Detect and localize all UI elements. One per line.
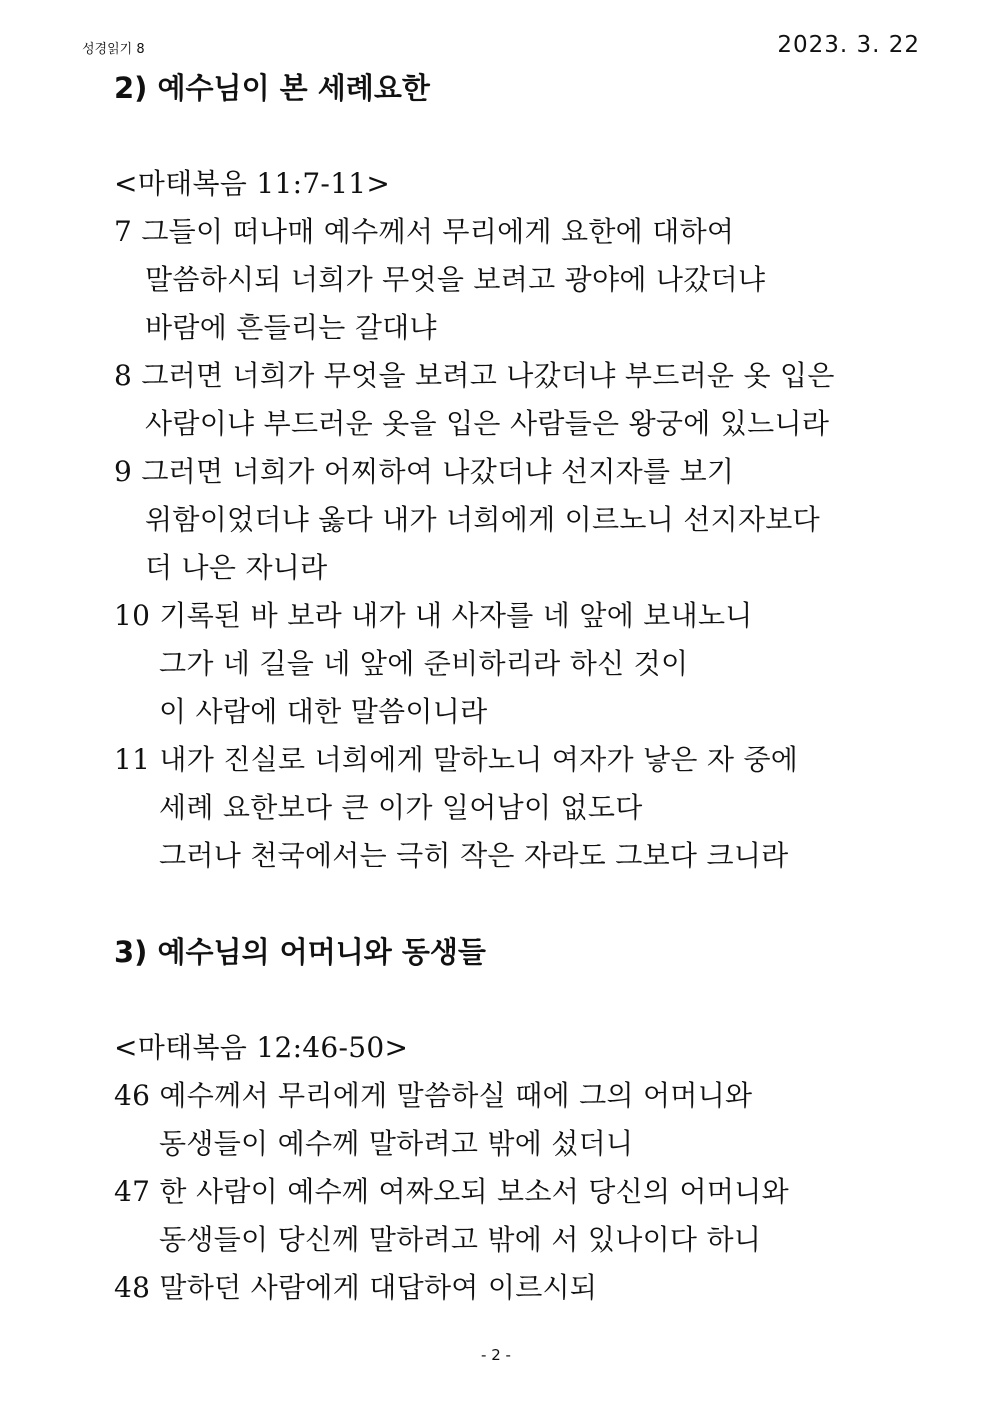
section-heading: 3) 예수님의 어머니와 동생들 xyxy=(114,935,486,969)
verse-line: 세례 요한보다 큰 이가 일어남이 없도다 xyxy=(159,791,643,824)
verse-line: 동생들이 당신께 말하려고 밖에 서 있나이다 하니 xyxy=(159,1223,762,1256)
page-number: - 2 - xyxy=(481,1346,511,1364)
scripture-reference: <마태복음 12:46-50> xyxy=(114,1031,409,1064)
verse-line: 더 나은 자니라 xyxy=(145,551,328,584)
verse-line: 그러나 천국에서는 극히 작은 자라도 그보다 크니라 xyxy=(159,839,789,872)
verse-line: 47 한 사람이 예수께 여짜오되 보소서 당신의 어머니와 xyxy=(114,1175,789,1208)
verse-line: 이 사람에 대한 말씀이니라 xyxy=(159,695,488,728)
verse-line: 11 내가 진실로 너희에게 말하노니 여자가 낳은 자 중에 xyxy=(114,743,799,776)
verse-line: 바람에 흔들리는 갈대냐 xyxy=(145,311,437,344)
verse-line: 46 예수께서 무리에게 말씀하실 때에 그의 어머니와 xyxy=(114,1079,753,1112)
verse-line: 9 그러면 너희가 어찌하여 나갔더냐 선지자를 보기 xyxy=(114,455,735,488)
verse-line: 동생들이 예수께 말하려고 밖에 섰더니 xyxy=(159,1127,634,1160)
document-header-title: 성경읽기 8 xyxy=(82,42,145,57)
verse-line: 사람이냐 부드러운 옷을 입은 사람들은 왕궁에 있느니라 xyxy=(145,407,830,440)
blank-line xyxy=(114,880,944,928)
section-heading: 2) 예수님이 본 세례요한 xyxy=(114,71,430,105)
blank-line xyxy=(114,976,944,1024)
scripture-reference: <마태복음 11:7-11> xyxy=(114,167,391,200)
verse-line: 위함이었더냐 옳다 내가 너희에게 이르노니 선지자보다 xyxy=(145,503,821,536)
blank-line xyxy=(114,112,944,160)
verse-line: 말씀하시되 너희가 무엇을 보려고 광야에 나갔더냐 xyxy=(145,263,766,296)
verse-line: 10 기록된 바 보라 내가 내 사자를 네 앞에 보내노니 xyxy=(114,599,753,632)
document-header-date: 2023. 3. 22 xyxy=(777,32,920,58)
verse-line: 8 그러면 너희가 무엇을 보려고 나갔더냐 부드러운 옷 입은 xyxy=(114,359,835,392)
verse-line: 7 그들이 떠나매 예수께서 무리에게 요한에 대하여 xyxy=(114,215,735,248)
verse-line: 48 말하던 사람에게 대답하여 이르시되 xyxy=(114,1271,598,1304)
document-body xyxy=(114,64,944,1312)
verse-line: 그가 네 길을 네 앞에 준비하리라 하신 것이 xyxy=(159,647,689,680)
